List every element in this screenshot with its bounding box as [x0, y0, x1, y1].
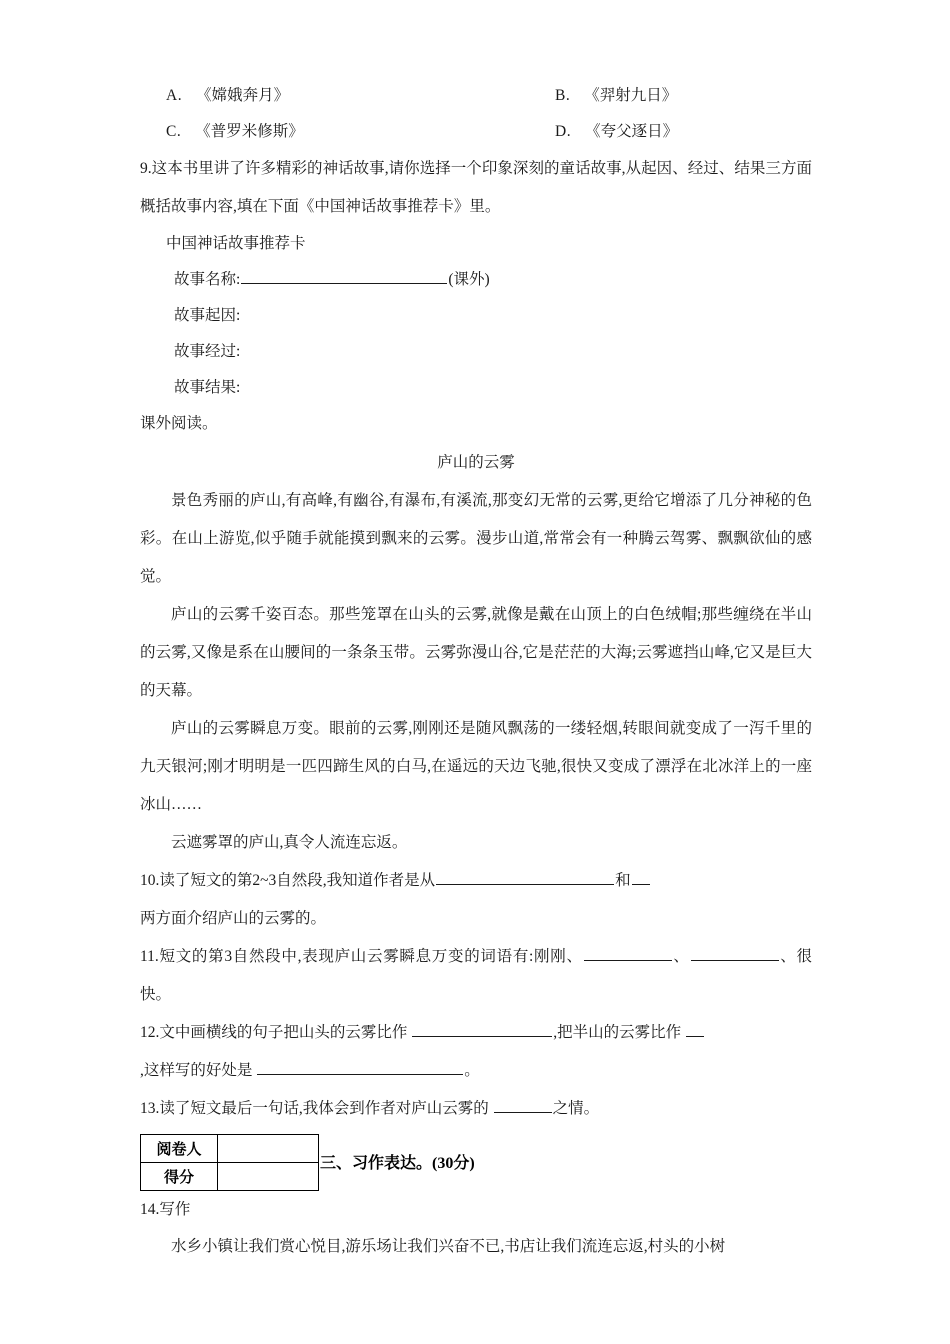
question-11-sep-1: 、 — [672, 948, 690, 965]
score-area — [140, 1134, 812, 1192]
question-10-blank-1[interactable] — [436, 869, 614, 885]
choice-mark-c: C. — [166, 123, 182, 140]
card-field-story-name — [140, 262, 812, 298]
passage-paragraph-3: 庐山的云雾瞬息万变。眼前的云雾,刚刚还是随风飘荡的一缕轻烟,转眼间就变成了一泻千里的九天银河;刚才明明是一匹四蹄生风的白马,在遥远的天边飞驰,很快又变成了漂浮在北冰洋上的一座冰山…… — [140, 720, 812, 813]
question-13-part-1: 13.读了短文最后一句话,我体会到作者对庐山云雾的 — [140, 1100, 489, 1117]
choice-option-a[interactable] — [166, 78, 289, 114]
question-10 — [140, 862, 812, 938]
card-field-story-result — [140, 370, 812, 406]
choice-text-b: 《羿射九日》 — [584, 87, 678, 104]
question-11-part-1: 11.短文的第3自然段中,表现庐山云雾瞬息万变的词语有:刚刚、 — [140, 948, 583, 965]
question-12-part-1: 12.文中画横线的句子把山头的云雾比作 — [140, 1024, 408, 1041]
multiple-choice-options — [140, 78, 812, 150]
question-13-part-2: 之情。 — [552, 1100, 600, 1117]
card-field-story-process-label: 故事经过: — [174, 343, 241, 360]
question-10-part-2: 和 — [615, 872, 631, 889]
question-10-part-1: 10.读了短文的第2~3自然段,我知道作者是从 — [140, 872, 436, 889]
table-row — [141, 1163, 319, 1191]
question-11-blank-2[interactable] — [691, 945, 779, 961]
question-12-part-3: ,这样写的好处是 — [140, 1062, 253, 1079]
choice-option-d[interactable] — [555, 114, 678, 150]
score-table — [140, 1134, 319, 1191]
question-14-prompt: 水乡小镇让我们赏心悦目,游乐场让我们兴奋不已,书店让我们流连忘返,村头的小树 — [171, 1238, 726, 1255]
card-field-story-name-suffix: (课外) — [448, 271, 490, 288]
question-10-blank-2[interactable] — [632, 869, 650, 885]
choice-text-c: 《普罗米修斯》 — [195, 123, 304, 140]
choice-mark-d: D. — [555, 123, 572, 140]
passage-paragraph-4: 云遮雾罩的庐山,真令人流连忘返。 — [171, 834, 408, 851]
choice-text-a: 《嫦娥奔月》 — [196, 87, 290, 104]
question-13-blank-1[interactable] — [494, 1097, 552, 1113]
passage-paragraph-2: 庐山的云雾千姿百态。那些笼罩在山头的云雾,就像是戴在山顶上的白色绒帽;那些缠绕在半山的云雾,又像是系在山腰间的一条条玉带。云雾弥漫山谷,它是茫茫的大海;云雾遮挡山峰,它又是巨大的天幕。 — [140, 606, 812, 699]
card-field-story-process — [140, 334, 812, 370]
score-table-value-score[interactable] — [218, 1163, 319, 1191]
card-field-story-name-label: 故事名称: — [174, 271, 241, 288]
page-content — [140, 78, 812, 1266]
question-12-part-2: ,把半山的云雾比作 — [553, 1024, 682, 1041]
card-field-story-cause — [140, 298, 812, 334]
question-13 — [140, 1090, 812, 1128]
recommend-card-title: 中国神话故事推荐卡 — [166, 235, 306, 252]
score-table-value-grader[interactable] — [218, 1135, 319, 1163]
question-12 — [140, 1014, 812, 1090]
question-9-text: 9.这本书里讲了许多精彩的神话故事,请你选择一个印象深刻的童话故事,从起因、经过、结果三方面概括故事内容,填在下面《中国神话故事推荐卡》里。 — [140, 160, 812, 215]
choice-option-b[interactable] — [555, 78, 677, 114]
choice-mark-b: B. — [555, 87, 571, 104]
choice-option-c[interactable] — [166, 114, 304, 150]
question-12-blank-3[interactable] — [257, 1059, 463, 1075]
card-field-story-name-blank[interactable] — [241, 268, 447, 284]
question-12-blank-2[interactable] — [686, 1021, 704, 1037]
reading-section-heading: 课外阅读。 — [140, 415, 218, 432]
passage-title: 庐山的云雾 — [437, 454, 515, 471]
passage-paragraph-1: 景色秀丽的庐山,有高峰,有幽谷,有瀑布,有溪流,那变幻无常的云雾,更给它增添了几分神秘的色彩。在山上游览,似乎随手就能摸到飘来的云雾。漫步山道,常常会有一种腾云驾雾、飘飘欲仙的感觉。 — [140, 492, 812, 585]
question-11 — [140, 938, 812, 1014]
section-3-heading: 三、习作表达。(30分) — [320, 1155, 475, 1172]
question-11-blank-1[interactable] — [584, 945, 672, 961]
score-table-label-score: 得分 — [141, 1163, 218, 1191]
question-11-sep-2: 、很快。 — [140, 948, 812, 1003]
choice-text-d: 《夸父逐日》 — [585, 123, 679, 140]
question-12-blank-1[interactable] — [412, 1021, 552, 1037]
question-10-part-3: 两方面介绍庐山的云雾的。 — [140, 910, 327, 927]
choice-mark-a: A. — [166, 87, 183, 104]
card-field-story-cause-label: 故事起因: — [174, 307, 241, 324]
card-field-story-result-label: 故事结果: — [174, 379, 241, 396]
question-14-label: 14.写作 — [140, 1201, 191, 1218]
score-table-label-grader: 阅卷人 — [141, 1135, 218, 1163]
question-12-part-4: 。 — [464, 1062, 480, 1079]
table-row — [141, 1135, 319, 1163]
